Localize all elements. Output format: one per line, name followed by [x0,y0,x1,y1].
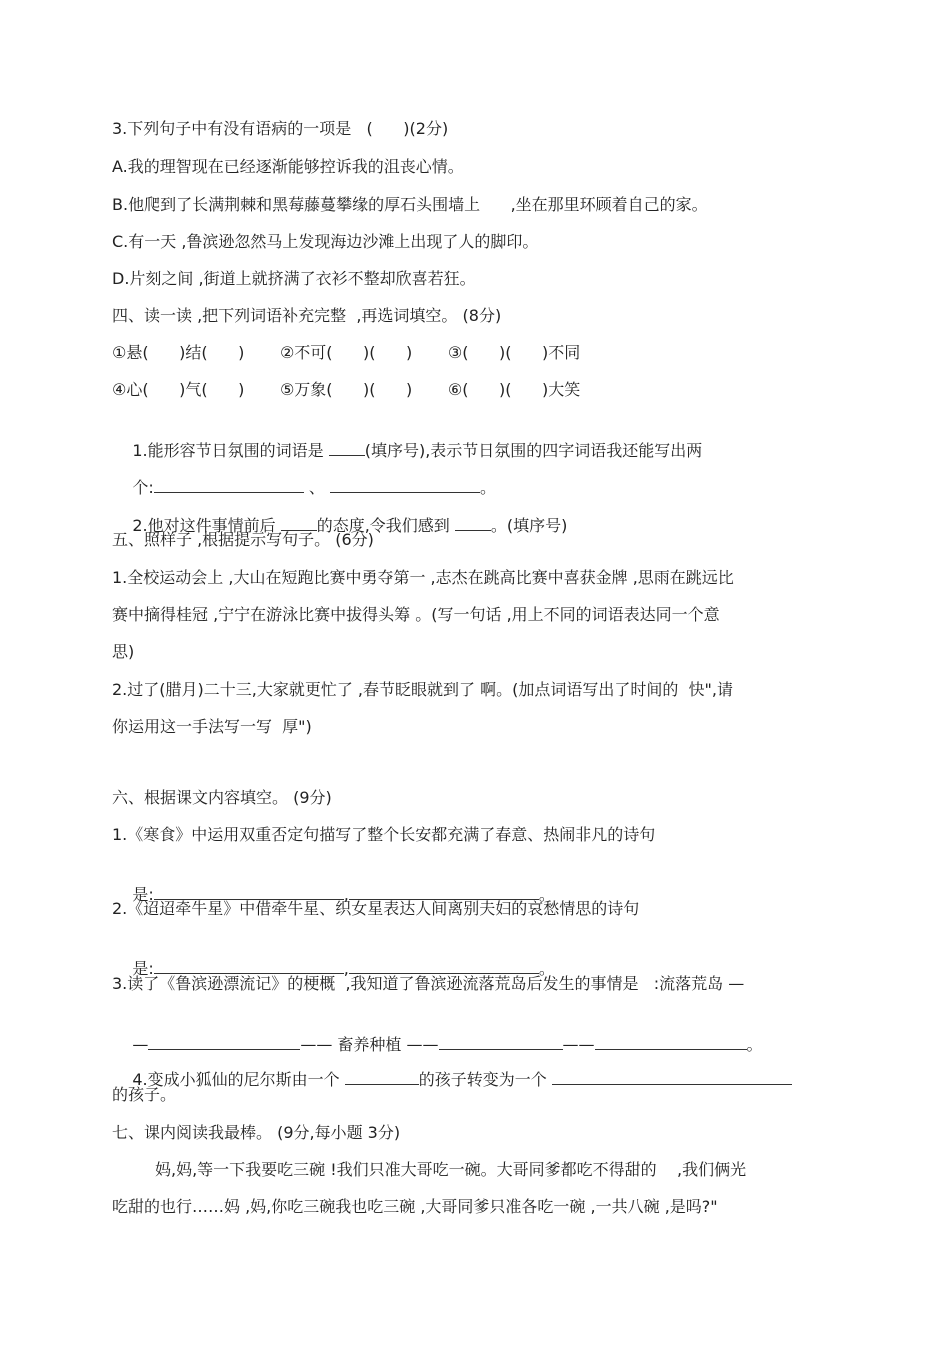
reading-passage-line2: 吃甜的也行……妈 ,妈,你吃三碗我也吃三碗 ,大哥同爹只准各吃一碗 ,一共八碗 ,是吗?" [112,1197,718,1216]
section5-q1-line2: 赛中摘得桂冠 ,宁宁在游泳比赛中拔得头筹 。(写一句话 ,用上不同的词语表达同一个意 [112,605,720,624]
section5-q2-line2: 你运用这一手法写一写 厚") [112,717,312,736]
answer-blank[interactable] [154,476,304,493]
text: 。 [538,885,555,904]
text: 2.他对这件事情前后 [132,516,281,535]
answer-blank[interactable] [330,476,480,493]
text: (填序号),表示节日氛围的四字词语我还能写出两 [364,441,703,460]
section5-q1-line3: 思) [112,642,135,661]
text: 的态度,令我们感到 [316,516,455,535]
section6-heading: 六、根据课文内容填空。 (9分) [112,788,332,807]
separator: , [343,959,349,978]
q3-option-a: A.我的理智现在已经逐渐能够控诉我的沮丧心情。 [112,157,464,176]
section5-q1-line1: 1.全校运动会上 ,大山在短跑比赛中勇夺第一 ,志杰在跳高比赛中喜获金牌 ,思雨在跳远比 [112,568,734,587]
text: — [132,1035,149,1054]
separator: 、 [308,478,325,497]
section4-word-row-2: ④心( )气( ) ⑤万象( )( ) ⑥( )( )大笑 [112,380,581,399]
section4-heading: 四、读一读 ,把下列词语补充完整 ,再选词填空。 (8分) [112,306,502,325]
text: 个: [132,478,154,497]
section6-q2-line1: 2.《迢迢牵牛星》中借牵牛星、织女星表达人间离别夫妇的哀愁情思的诗句 [112,899,640,918]
text: 4.变成小狐仙的尼尔斯由一个 [132,1070,345,1089]
q3-option-d: D.片刻之间 ,街道上就挤满了衣衫不整却欣喜若狂。 [112,269,476,288]
q3-stem: 3.下列句子中有没有语病的一项是 ( )(2分) [112,119,449,138]
text: 是: [132,959,154,978]
text: 。(填序号) [490,516,568,535]
reading-passage-line1: 妈,妈,等一下我要吃三碗 !我们只准大哥吃一碗。大哥同爹都吃不得甜的 ,我们俩光 [155,1160,747,1179]
section6-q4-line1 [112,1046,792,1113]
text: 。 [538,959,555,978]
section6-q3-line1: 3.读了《鲁滨逊漂流记》的梗概 ,我知道了鲁滨逊流落荒岛后发生的事情是 :流落荒岛 — [112,974,745,993]
section5-heading: 五、照样子 ,根据提示写句子。 (6分) [112,530,374,549]
separator: , [343,885,349,904]
text: 是: [132,885,154,904]
answer-blank[interactable] [154,957,344,974]
answer-blank[interactable] [552,1068,792,1085]
text: 。 [746,1035,763,1054]
q3-option-c: C.有一天 ,鲁滨逊忽然马上发现海边沙滩上出现了人的脚印。 [112,232,539,251]
section6-q1-line1: 1.《寒食》中运用双重否定句描写了整个长安都充满了春意、热闹非凡的诗句 [112,825,656,844]
text: —— [562,1035,595,1054]
section5-q2-line1: 2.过了(腊月)二十三,大家就更忙了 ,春节眨眼就到了 啊。(加点词语写出了时间的 快",请 [112,680,733,699]
section6-q4-line2: 的孩子。 [112,1085,177,1104]
text: 。 [479,478,496,497]
answer-blank[interactable] [349,957,539,974]
text: 的孩子转变为一个 [418,1070,552,1089]
section4-word-row-1: ①悬( )结( ) ②不可( )( ) ③( )( )不同 [112,343,581,362]
text: 1.能形容节日氛围的词语是 [132,441,329,460]
section7-heading: 七、课内阅读我最棒。 (9分,每小题 3分) [112,1123,401,1142]
answer-blank[interactable] [455,514,491,531]
text: —— 畜养种植 —— [300,1035,439,1054]
q3-option-b: B.他爬到了长满荆棘和黑莓藤蔓攀缘的厚石头围墙上 ,坐在那里环顾着自己的家。 [112,195,708,214]
answer-blank[interactable] [345,1068,419,1085]
